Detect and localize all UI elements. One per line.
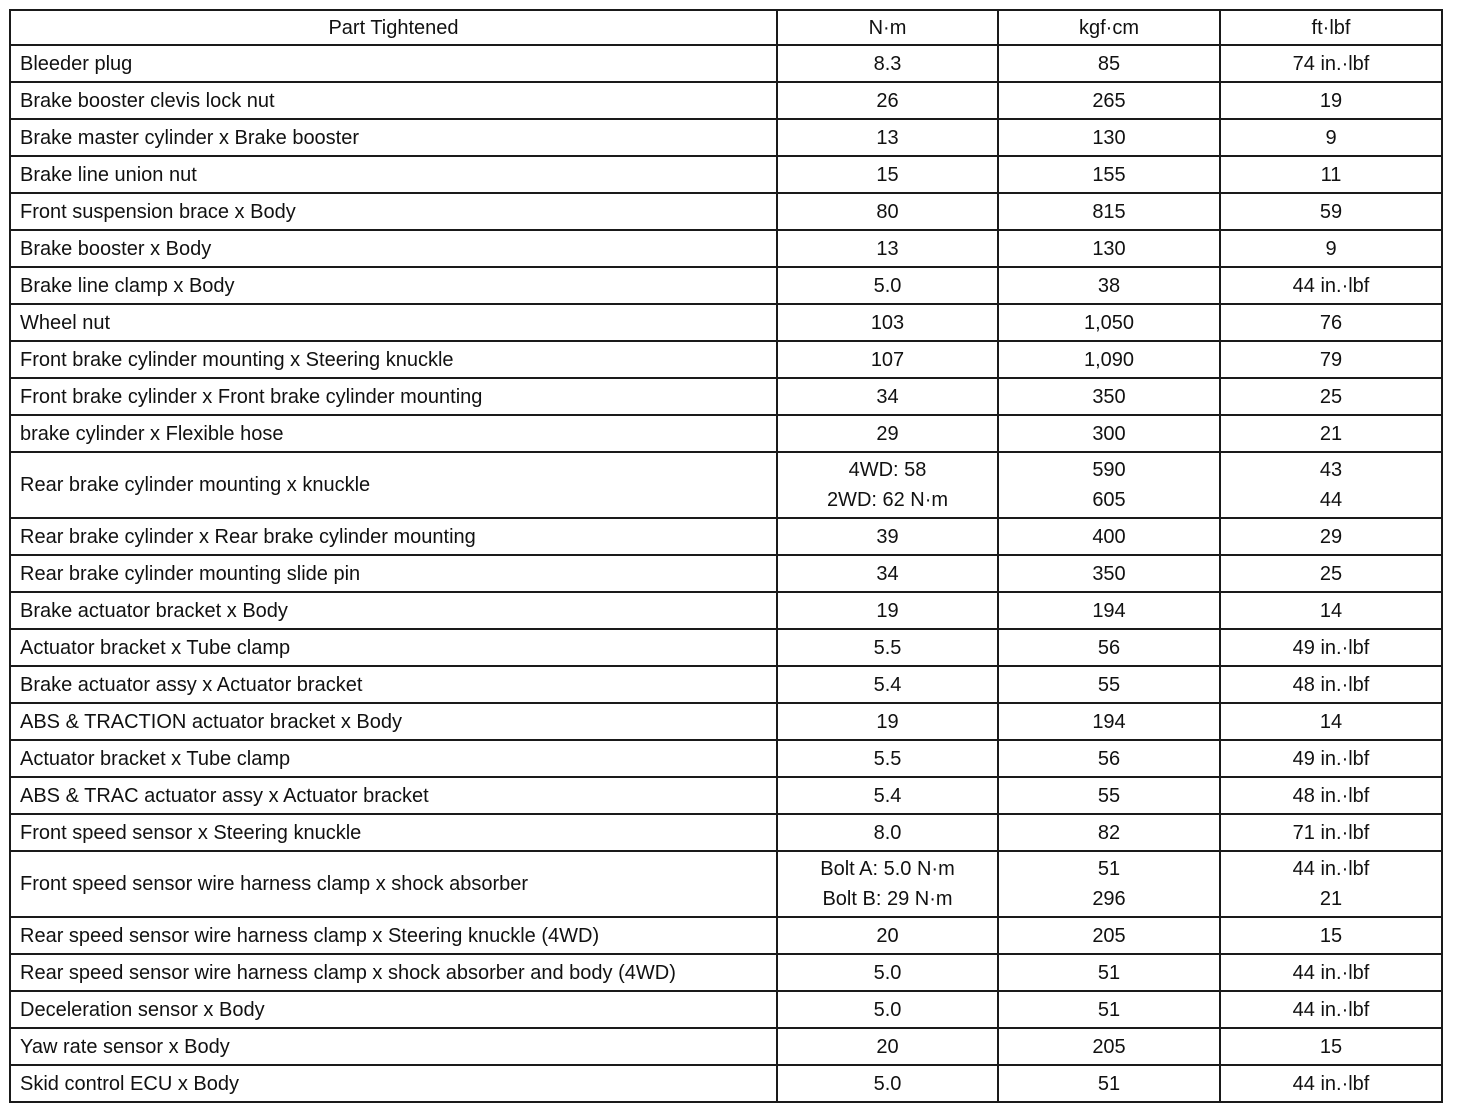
- ft-lbf-cell: [1220, 267, 1442, 304]
- nm-cell-value: 4WD: 58: [848, 459, 927, 481]
- kgf-cm-cell-value: 400: [1092, 525, 1126, 548]
- table-row: [10, 45, 1442, 82]
- table-row: [10, 378, 1442, 415]
- ft-lbf-cell: [1220, 954, 1442, 991]
- nm-cell: [777, 703, 998, 740]
- nm-cell-value: 5.4: [873, 784, 902, 807]
- nm-cell: [777, 82, 998, 119]
- nm-cell: [777, 629, 998, 666]
- part-cell: Brake booster clevis lock nut: [10, 82, 777, 119]
- nm-cell-value: 5.5: [873, 636, 902, 659]
- kgf-cm-cell: [998, 954, 1220, 991]
- part-cell: Front brake cylinder x Front brake cylinder mounting: [10, 378, 777, 415]
- kgf-cm-cell-value: 205: [1092, 924, 1126, 947]
- nm-cell: [777, 119, 998, 156]
- ft-lbf-cell: [1220, 991, 1442, 1028]
- kgf-cm-cell-value: 350: [1092, 385, 1126, 408]
- kgf-cm-cell: [998, 740, 1220, 777]
- kgf-cm-cell: [998, 555, 1220, 592]
- nm-cell-value: 107: [870, 348, 905, 371]
- part-cell: Wheel nut: [10, 304, 777, 341]
- kgf-cm-cell-value: 815: [1092, 200, 1126, 223]
- table-row: [10, 119, 1442, 156]
- ft-lbf-cell: [1220, 592, 1442, 629]
- ft-lbf-cell: [1220, 518, 1442, 555]
- table-row: [10, 1065, 1442, 1102]
- nm-cell: [777, 666, 998, 703]
- ft-lbf-cell-value: 9: [1325, 237, 1337, 260]
- nm-cell: [777, 1065, 998, 1102]
- part-cell: Yaw rate sensor x Body: [10, 1028, 777, 1065]
- header-part-tightened: Part Tightened: [10, 10, 777, 45]
- part-cell: Rear brake cylinder mounting slide pin: [10, 555, 777, 592]
- table-row: [10, 518, 1442, 555]
- ft-lbf-cell-value: 59: [1319, 200, 1343, 223]
- table-row: [10, 703, 1442, 740]
- ft-lbf-cell-value: 48 in.·lbf: [1292, 784, 1370, 807]
- nm-cell-value: 8.0: [873, 821, 902, 844]
- kgf-cm-cell-value: 1,090: [1083, 348, 1135, 371]
- ft-lbf-cell-value: 9: [1325, 126, 1337, 149]
- nm-cell: [777, 777, 998, 814]
- table-row: [10, 82, 1442, 119]
- ft-lbf-cell-value: 49 in.·lbf: [1292, 636, 1370, 659]
- nm-cell: [777, 45, 998, 82]
- kgf-cm-cell-value: 130: [1092, 126, 1126, 149]
- ft-lbf-cell: [1220, 740, 1442, 777]
- part-cell: Bleeder plug: [10, 45, 777, 82]
- kgf-cm-cell: [998, 592, 1220, 629]
- kgf-cm-cell: [998, 82, 1220, 119]
- kgf-cm-cell-value: 51: [1097, 961, 1121, 984]
- kgf-cm-cell: [998, 666, 1220, 703]
- table-row: [10, 991, 1442, 1028]
- kgf-cm-cell-value: 350: [1092, 562, 1126, 585]
- table-row: [10, 592, 1442, 629]
- kgf-cm-cell-value: 51: [1097, 998, 1121, 1021]
- part-cell: Front brake cylinder mounting x Steering knuckle: [10, 341, 777, 378]
- kgf-cm-cell-value: 51: [1097, 1072, 1121, 1095]
- ft-lbf-cell-value: 44 in.·lbf: [1292, 1072, 1370, 1095]
- nm-cell-value: Bolt B: 29 N·m: [822, 888, 953, 910]
- kgf-cm-cell-value: 85: [1097, 52, 1121, 75]
- kgf-cm-cell-value: 56: [1097, 636, 1121, 659]
- kgf-cm-cell-value: 300: [1092, 422, 1126, 445]
- nm-cell: [777, 378, 998, 415]
- table-row: [10, 1028, 1442, 1065]
- kgf-cm-cell-value: 194: [1092, 710, 1126, 733]
- nm-cell-value: 5.0: [873, 1072, 902, 1095]
- kgf-cm-cell: [998, 304, 1220, 341]
- kgf-cm-cell: [998, 415, 1220, 452]
- ft-lbf-cell: [1220, 378, 1442, 415]
- ft-lbf-cell-value: 29: [1319, 525, 1343, 548]
- ft-lbf-cell-value: 74 in.·lbf: [1292, 52, 1370, 75]
- nm-cell-value: 20: [876, 1035, 899, 1058]
- ft-lbf-cell-value: 19: [1319, 89, 1343, 112]
- table-row: [10, 666, 1442, 703]
- part-cell: Front suspension brace x Body: [10, 193, 777, 230]
- kgf-cm-cell-value: 265: [1092, 89, 1126, 112]
- kgf-cm-cell: [998, 45, 1220, 82]
- nm-cell: [777, 230, 998, 267]
- kgf-cm-cell: [998, 267, 1220, 304]
- torque-spec-sheet: [9, 9, 1443, 1103]
- ft-lbf-cell-value: 76: [1319, 311, 1343, 334]
- nm-cell: [777, 156, 998, 193]
- part-cell: Front speed sensor wire harness clamp x shock absorber: [10, 851, 777, 917]
- kgf-cm-cell: [998, 193, 1220, 230]
- nm-cell: [777, 851, 998, 917]
- table-row: [10, 304, 1442, 341]
- ft-lbf-cell: [1220, 415, 1442, 452]
- nm-cell: [777, 814, 998, 851]
- nm-cell: [777, 341, 998, 378]
- nm-cell-value: 34: [876, 385, 899, 408]
- table-row: [10, 415, 1442, 452]
- nm-cell: [777, 1028, 998, 1065]
- kgf-cm-cell-value: 130: [1092, 237, 1126, 260]
- part-cell: brake cylinder x Flexible hose: [10, 415, 777, 452]
- nm-cell-value: 13: [876, 126, 899, 149]
- ft-lbf-cell: [1220, 341, 1442, 378]
- table-row: [10, 851, 1442, 917]
- ft-lbf-cell-value: 48 in.·lbf: [1292, 673, 1370, 696]
- kgf-cm-cell: [998, 777, 1220, 814]
- ft-lbf-cell-value: 79: [1319, 348, 1343, 371]
- kgf-cm-cell: [998, 1028, 1220, 1065]
- nm-cell-value: 15: [876, 163, 899, 186]
- part-cell: Actuator bracket x Tube clamp: [10, 740, 777, 777]
- kgf-cm-cell: [998, 917, 1220, 954]
- nm-cell-value: 5.5: [873, 747, 902, 770]
- ft-lbf-cell-value: 25: [1319, 562, 1343, 585]
- table-row: [10, 555, 1442, 592]
- ft-lbf-cell: [1220, 1065, 1442, 1102]
- kgf-cm-cell-value: 55: [1097, 673, 1121, 696]
- part-cell: ABS & TRAC actuator assy x Actuator bracket: [10, 777, 777, 814]
- nm-cell-value: 5.0: [873, 961, 902, 984]
- part-cell: ABS & TRACTION actuator bracket x Body: [10, 703, 777, 740]
- ft-lbf-cell-value: 21: [1319, 888, 1343, 910]
- nm-cell: [777, 415, 998, 452]
- ft-lbf-cell-value: 21: [1319, 422, 1343, 445]
- nm-cell: [777, 452, 998, 518]
- ft-lbf-cell-value: 44 in.·lbf: [1292, 858, 1370, 880]
- ft-lbf-cell-value: 71 in.·lbf: [1292, 821, 1370, 844]
- table-row: [10, 629, 1442, 666]
- nm-cell: [777, 267, 998, 304]
- ft-lbf-cell-value: 44: [1319, 489, 1343, 511]
- kgf-cm-cell: [998, 703, 1220, 740]
- kgf-cm-cell-value: 194: [1092, 599, 1126, 622]
- ft-lbf-cell: [1220, 703, 1442, 740]
- nm-cell: [777, 193, 998, 230]
- nm-cell: [777, 518, 998, 555]
- nm-cell-value: 29: [876, 422, 899, 445]
- nm-cell: [777, 555, 998, 592]
- nm-cell-value: 5.0: [873, 998, 902, 1021]
- kgf-cm-cell: [998, 341, 1220, 378]
- part-cell: Brake booster x Body: [10, 230, 777, 267]
- part-cell: Deceleration sensor x Body: [10, 991, 777, 1028]
- kgf-cm-cell-value: 605: [1092, 489, 1126, 511]
- nm-cell-value: 34: [876, 562, 899, 585]
- table-row: [10, 814, 1442, 851]
- header-kgf-cm: kgf·cm: [998, 10, 1220, 45]
- table-row: [10, 452, 1442, 518]
- ft-lbf-cell-value: 49 in.·lbf: [1292, 747, 1370, 770]
- kgf-cm-cell-value: 55: [1097, 784, 1121, 807]
- table-row: [10, 740, 1442, 777]
- kgf-cm-cell: [998, 814, 1220, 851]
- kgf-cm-cell-value: 590: [1092, 459, 1126, 481]
- nm-cell-value: 5.4: [873, 673, 902, 696]
- kgf-cm-cell: [998, 1065, 1220, 1102]
- nm-cell: [777, 917, 998, 954]
- kgf-cm-cell-value: 82: [1097, 821, 1121, 844]
- kgf-cm-cell-value: 56: [1097, 747, 1121, 770]
- nm-cell-value: 20: [876, 924, 899, 947]
- ft-lbf-cell-value: 14: [1319, 599, 1343, 622]
- part-cell: Brake actuator bracket x Body: [10, 592, 777, 629]
- nm-cell: [777, 740, 998, 777]
- nm-cell-value: 26: [876, 89, 899, 112]
- header-ft-lbf: ft·lbf: [1220, 10, 1442, 45]
- kgf-cm-cell-value: 296: [1092, 888, 1126, 910]
- kgf-cm-cell: [998, 851, 1220, 917]
- kgf-cm-cell: [998, 156, 1220, 193]
- ft-lbf-cell-value: 11: [1320, 163, 1342, 186]
- nm-cell-value: 19: [876, 710, 899, 733]
- nm-cell-value: Bolt A: 5.0 N·m: [820, 858, 955, 880]
- table-row: [10, 156, 1442, 193]
- table-row: [10, 917, 1442, 954]
- ft-lbf-cell-value: 44 in.·lbf: [1292, 961, 1370, 984]
- nm-cell-value: 8.3: [873, 52, 902, 75]
- kgf-cm-cell: [998, 518, 1220, 555]
- table-header-row: [10, 10, 1442, 45]
- ft-lbf-cell: [1220, 193, 1442, 230]
- part-cell: Brake actuator assy x Actuator bracket: [10, 666, 777, 703]
- ft-lbf-cell-value: 44 in.·lbf: [1292, 998, 1370, 1021]
- part-cell: Brake line clamp x Body: [10, 267, 777, 304]
- kgf-cm-cell-value: 51: [1097, 858, 1121, 880]
- ft-lbf-cell: [1220, 452, 1442, 518]
- ft-lbf-cell: [1220, 666, 1442, 703]
- nm-cell: [777, 991, 998, 1028]
- part-cell: Brake line union nut: [10, 156, 777, 193]
- kgf-cm-cell: [998, 452, 1220, 518]
- kgf-cm-cell-value: 38: [1097, 274, 1121, 297]
- ft-lbf-cell: [1220, 917, 1442, 954]
- ft-lbf-cell: [1220, 777, 1442, 814]
- ft-lbf-cell: [1220, 814, 1442, 851]
- ft-lbf-cell: [1220, 156, 1442, 193]
- nm-cell-value: 103: [870, 311, 905, 334]
- kgf-cm-cell-value: 155: [1092, 163, 1126, 186]
- kgf-cm-cell: [998, 230, 1220, 267]
- ft-lbf-cell: [1220, 119, 1442, 156]
- table-row: [10, 230, 1442, 267]
- table-row: [10, 193, 1442, 230]
- kgf-cm-cell-value: 205: [1092, 1035, 1126, 1058]
- header-nm: N·m: [777, 10, 998, 45]
- ft-lbf-cell-value: 15: [1319, 1035, 1343, 1058]
- table-row: [10, 954, 1442, 991]
- torque-spec-table: [9, 9, 1443, 1103]
- ft-lbf-cell: [1220, 851, 1442, 917]
- table-row: [10, 267, 1442, 304]
- ft-lbf-cell: [1220, 82, 1442, 119]
- part-cell: Rear brake cylinder x Rear brake cylinder mounting: [10, 518, 777, 555]
- nm-cell: [777, 304, 998, 341]
- kgf-cm-cell: [998, 991, 1220, 1028]
- ft-lbf-cell: [1220, 629, 1442, 666]
- part-cell: Rear speed sensor wire harness clamp x Steering knuckle (4WD): [10, 917, 777, 954]
- part-cell: Actuator bracket x Tube clamp: [10, 629, 777, 666]
- kgf-cm-cell: [998, 629, 1220, 666]
- ft-lbf-cell-value: 14: [1319, 710, 1343, 733]
- table-row: [10, 341, 1442, 378]
- ft-lbf-cell-value: 15: [1319, 924, 1343, 947]
- part-cell: Rear brake cylinder mounting x knuckle: [10, 452, 777, 518]
- part-cell: Skid control ECU x Body: [10, 1065, 777, 1102]
- nm-cell: [777, 954, 998, 991]
- nm-cell-value: 5.0: [873, 274, 902, 297]
- part-cell: Rear speed sensor wire harness clamp x shock absorber and body (4WD): [10, 954, 777, 991]
- part-cell: Brake master cylinder x Brake booster: [10, 119, 777, 156]
- ft-lbf-cell: [1220, 1028, 1442, 1065]
- ft-lbf-cell: [1220, 304, 1442, 341]
- ft-lbf-cell: [1220, 230, 1442, 267]
- ft-lbf-cell-value: 25: [1319, 385, 1343, 408]
- ft-lbf-cell-value: 44 in.·lbf: [1292, 274, 1370, 297]
- part-cell: Front speed sensor x Steering knuckle: [10, 814, 777, 851]
- nm-cell-value: 19: [876, 599, 899, 622]
- table-body: [10, 45, 1442, 1102]
- ft-lbf-cell: [1220, 45, 1442, 82]
- nm-cell-value: 39: [876, 525, 899, 548]
- nm-cell-value: 80: [876, 200, 899, 223]
- nm-cell: [777, 592, 998, 629]
- nm-cell-value: 2WD: 62 N·m: [826, 489, 949, 511]
- ft-lbf-cell: [1220, 555, 1442, 592]
- table-row: [10, 777, 1442, 814]
- nm-cell-value: 13: [876, 237, 899, 260]
- kgf-cm-cell: [998, 119, 1220, 156]
- kgf-cm-cell-value: 1,050: [1083, 311, 1135, 334]
- ft-lbf-cell-value: 43: [1319, 459, 1343, 481]
- kgf-cm-cell: [998, 378, 1220, 415]
